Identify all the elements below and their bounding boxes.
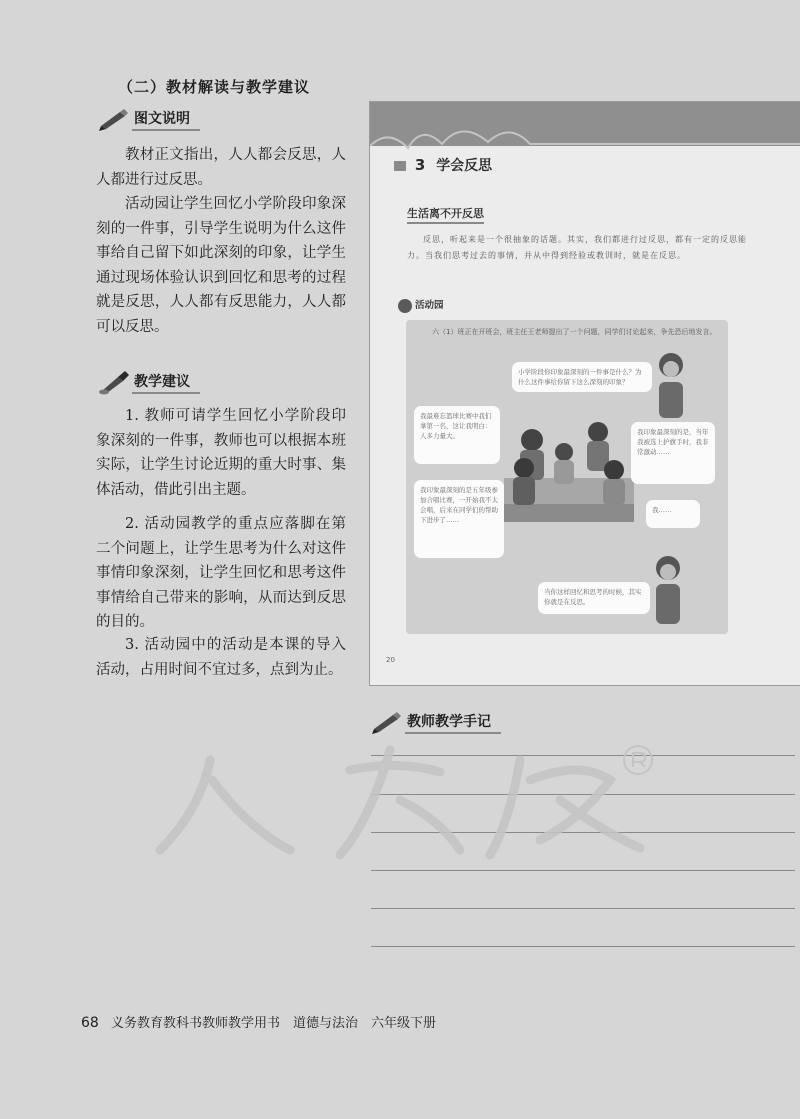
textbook-page-number: 20 [386,656,395,664]
teaching-advice-paragraph: 2. 活动园教学的重点应落脚在第二个问题上，让学生思考为什么对这件事情印象深刻，让学生回忆和思考这件事情给自己带来的影响，从而达到反思的目的。 [96,516,346,630]
figure-note-paragraph: 教材正文指出，人人都会反思，人人都进行过反思。 [96,147,346,188]
activity-prompt: 六（1）班正在开班会，班主任王老师提出了一个问题，同学们讨论起来，争先恐后地发言。 [432,328,717,336]
lesson-title [394,155,492,175]
notes-line [371,870,795,871]
speech-bubble: 我最难忘篮球比赛中我们拿第一名，这让我明白：人多力量大。 [414,406,500,464]
activity-label-text: 活动园 [415,300,444,311]
book-title: 义务教育教科书教师教学用书 道德与法治 六年级下册 [110,1016,436,1031]
activity-icon [398,299,412,313]
lesson-intro: 反思，听起来是一个很抽象的话题。其实，我们都进行过反思，都有一定的反思能力。当我们思考过去的事情，并从中得到经验或教训时，就是在反思。 [407,235,747,260]
notes-label: 教师教学手记 [405,712,501,734]
speech-bubble: 我…… [646,500,700,528]
subsection-title: 生活离不开反思 [407,205,484,224]
lesson-bookmark-icon [394,161,406,171]
figure-note-label: 图文说明 [132,109,200,131]
pen-icon [98,106,132,132]
page-number: 68 [81,1015,99,1031]
figure-note-paragraph: 活动园让学生回忆小学阶段印象深刻的一件事，引导学生说明为什么这件事给自己留下如此深刻的印象，让学生通过现场体验认识到回忆和思考的过程就是反思，人人都有反思能力，人人都可以反思。 [96,196,346,335]
lesson-number: 3 [414,156,426,174]
brush-icon [98,369,132,395]
teacher-figure [659,353,683,418]
section-title: （二）教材解读与教学建议 [118,78,311,96]
lesson-title-text: 学会反思 [436,158,493,174]
page-footer [81,1012,436,1031]
teacher-figure-bottom [656,556,680,624]
publisher-watermark [140,720,700,870]
speech-bubble: 我印象最深刻的是五年级参加合唱比赛，一开始我不太会唱，后来在同学们的帮助下进步了…… [414,480,504,558]
notes-line [371,908,795,909]
speech-bubble: 小学阶段你印象最深刻的一件事是什么？为什么这件事给你留下这么深刻的印象？ [512,362,652,392]
teaching-advice-paragraph: 3. 活动园中的活动是本课的导入活动，占用时间不宜过多，点到为止。 [96,637,346,678]
speech-bubble: 当你这样回忆和思考的时候，其实你就是在反思。 [538,582,650,614]
teaching-advice-label: 教学建议 [132,372,200,394]
activity-label [398,297,444,313]
speech-bubble: 我印象最深刻的是，当年我被选上护旗手时，我非常激动…… [631,422,715,484]
activity-illustration [406,320,728,634]
notes-line [371,946,795,947]
textbook-excerpt [369,101,800,686]
teaching-advice-paragraph: 1. 教师可请学生回忆小学阶段印象深刻的一件事，教师也可以根据本班实际，让学生讨论近期的重大时事、集体活动，借此引出主题。 [96,408,346,498]
